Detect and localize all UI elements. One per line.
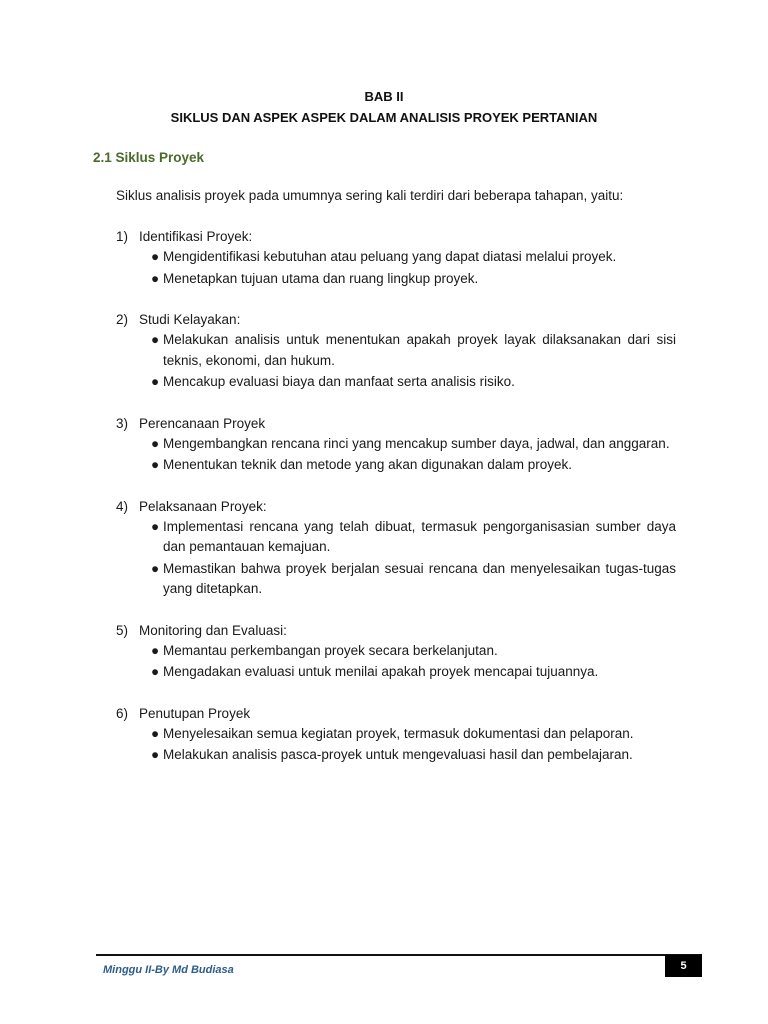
bullet-text: Mengadakan evaluasi untuk menilai apakah proyek mencapai tujuannya. [163, 664, 599, 679]
bullet-icon: ● [151, 332, 160, 347]
list-item [116, 517, 676, 558]
bullet-text: Menentukan teknik dan metode yang akan digunakan dalam proyek. [163, 457, 573, 472]
bullet-icon: ● [151, 642, 160, 658]
bullet-icon: ● [151, 560, 160, 576]
bullet-text: Mencakup evaluasi biaya dan manfaat serta analisis risiko. [163, 374, 515, 389]
list-item [116, 247, 676, 268]
bullet-text: Implementasi rencana yang telah dibuat, termasuk pengorganisasian sumber daya dan pemantauan kemajuan. [163, 518, 676, 554]
bullet-text: Melakukan analisis pasca-proyek untuk mengevaluasi hasil dan pembelajaran. [163, 747, 633, 762]
steps-list [116, 227, 676, 787]
bullet-icon: ● [151, 518, 160, 534]
list-item [116, 662, 676, 683]
step-title: Perencanaan Proyek [139, 415, 266, 431]
step-item [116, 704, 676, 766]
list-item [116, 269, 676, 290]
step-title: Studi Kelayakan: [139, 312, 241, 327]
step-title: Monitoring dan Evaluasi: [139, 622, 287, 638]
bullet-text: Memantau perkembangan proyek secara berkelanjutan. [163, 642, 498, 658]
step-number: 1) [116, 229, 129, 244]
list-item [116, 455, 676, 476]
step-item [116, 497, 676, 600]
section-intro: Siklus analisis proyek pada umumnya sering kali terdiri dari beberapa tahapan, yaitu: [116, 188, 624, 203]
bullet-icon: ● [151, 435, 160, 451]
step-item [116, 414, 676, 476]
bullet-text: Menetapkan tujuan utama dan ruang lingkup proyek. [163, 270, 479, 286]
step-item [116, 621, 676, 683]
step-number: 4) [116, 498, 129, 514]
list-item [116, 724, 676, 745]
list-item [116, 330, 676, 371]
step-title: Identifikasi Proyek: [139, 229, 253, 244]
footer-text: Minggu II-By Md Budiasa [103, 964, 234, 976]
bullet-icon: ● [151, 270, 160, 286]
step-item [116, 227, 676, 289]
chapter-title: SIKLUS DAN ASPEK ASPEK DALAM ANALISIS PROYEK PERTANIAN [170, 110, 598, 125]
section-heading: 2.1 Siklus Proyek [93, 150, 205, 165]
bullet-icon: ● [151, 664, 160, 679]
list-item [116, 372, 676, 393]
bullet-text: Melakukan analisis untuk menentukan apakah proyek layak dilaksanakan dari sisi teknis, ekonomi, dan hukum. [163, 332, 676, 368]
list-item [116, 434, 676, 455]
step-number: 3) [116, 415, 129, 431]
bullet-icon: ● [151, 725, 160, 741]
bullet-text: Menyelesaikan semua kegiatan proyek, termasuk dokumentasi dan pelaporan. [163, 725, 634, 741]
list-item [116, 559, 676, 600]
step-item [116, 310, 676, 393]
step-title: Penutupan Proyek [139, 705, 251, 721]
step-title: Pelaksanaan Proyek: [139, 498, 267, 514]
page-number: 5 [665, 955, 702, 977]
chapter-number: BAB II [364, 89, 404, 104]
bullet-icon: ● [151, 747, 160, 762]
step-number: 2) [116, 312, 129, 327]
bullet-icon: ● [151, 457, 160, 472]
bullet-icon: ● [151, 374, 160, 389]
bullet-text: Mengidentifikasi kebutuhan atau peluang yang dapat diatasi melalui proyek. [163, 249, 617, 264]
bullet-icon: ● [151, 249, 160, 264]
step-number: 6) [116, 705, 129, 721]
list-item [116, 745, 676, 766]
step-number: 5) [116, 622, 129, 638]
footer-divider [96, 954, 702, 956]
bullet-text: Memastikan bahwa proyek berjalan sesuai rencana dan menyelesaikan tugas-tugas yang ditetapkan. [163, 560, 676, 596]
bullet-text: Mengembangkan rencana rinci yang mencakup sumber daya, jadwal, dan anggaran. [163, 435, 670, 451]
list-item [116, 641, 676, 662]
